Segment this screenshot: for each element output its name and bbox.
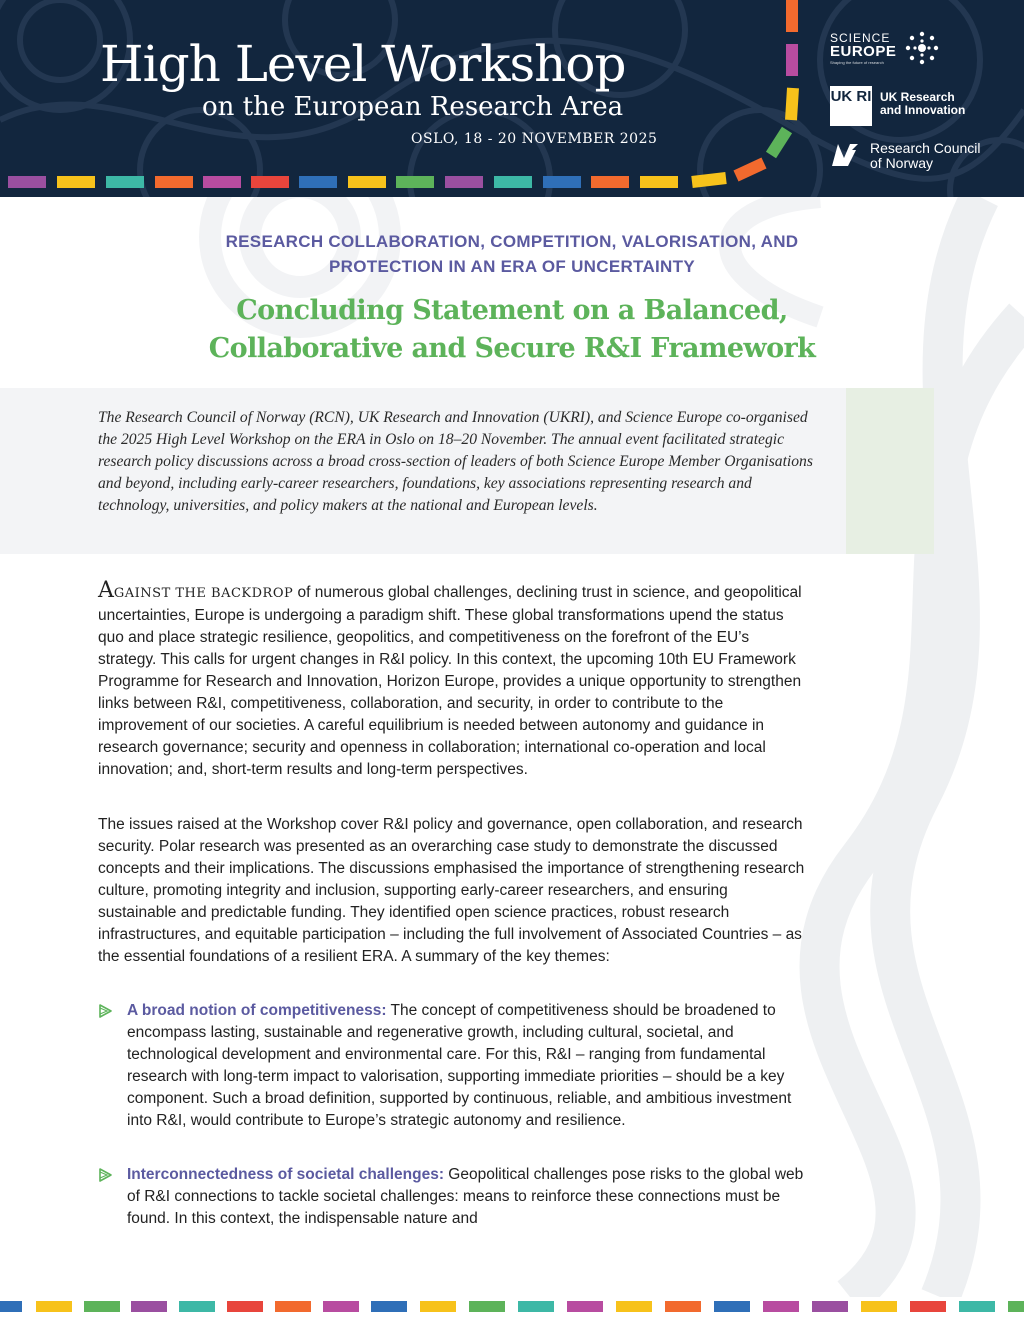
rcn-name-line2: of Norway bbox=[870, 155, 934, 171]
rcn-name bbox=[870, 141, 981, 171]
section-kicker-line1: RESEARCH COLLABORATION, COMPETITION, VALORISATION, AND bbox=[225, 232, 799, 251]
drop-cap: A bbox=[98, 578, 114, 603]
body-paragraph-1-text: of numerous global challenges, declining trust in science, and geopolitical uncertainties, Europe is undergoing a paradigm shift. These global transformations upend the status quo and place strategic resilience, geopolitics, and competitiveness on the forefront of the EU’s strategy. This calls for urgent changes in R&I policy. In this context, the upcoming 10th EU Framework Programme for Research and Innovation, Horizon Europe, provides a unique opportunity to strengthen links between R&I, competitiveness, collaboration, and security, in order to contribute to the improvement of our societies. A careful equilibrium is needed between autonomy and guidance in research governance; security and openness in collaboration; international co-operation and local innovation; and, short-term results and long-term perspectives. bbox=[98, 584, 802, 778]
theme-bullet-title: A broad notion of competitiveness: bbox=[127, 1002, 387, 1019]
ukri-name-line1: UK Research bbox=[880, 90, 955, 104]
arrow-bullet-icon bbox=[98, 1167, 114, 1183]
science-europe-logo bbox=[830, 32, 896, 65]
theme-bullet-description: Geopolitical challenges pose risks to the global web of R&I connections to tackle societal challenges: means to reinforce these connections must be found. In this context, the indispensable nature and bbox=[127, 1166, 804, 1227]
page-title: High Level Workshop bbox=[100, 35, 626, 93]
science-europe-star-icon bbox=[904, 30, 940, 66]
section-kicker bbox=[0, 229, 1024, 279]
statement-heading-line1: Concluding Statement on a Balanced, bbox=[236, 295, 788, 326]
rcn-symbol-icon bbox=[830, 142, 860, 168]
ukri-mark: UK RI bbox=[830, 86, 872, 126]
ukri-name-line2: and Innovation bbox=[880, 103, 966, 117]
small-caps-lead: GAINST THE BACKDROP bbox=[113, 586, 294, 601]
page-subtitle: on the European Research Area bbox=[202, 92, 624, 122]
theme-bullet-description: The concept of competitiveness should be broadened to encompass lasting, sustainable and regenerative growth, including cultural, societal, and technological development and environmental care. For this, R&I – ranging from fundamental research with long-term impact to valorisation, supporting immediate priorities – should be a key component. Such a broad definition, supported by continuous, reliable, and ambitious investment into R&I, would contribute to Europe’s strategic autonomy and resilience. bbox=[127, 1002, 792, 1129]
science-europe-logo-line2: EUROPE bbox=[830, 43, 897, 60]
ukri-logo bbox=[830, 86, 966, 126]
event-dateline: OSLO, 18 - 20 NOVEMBER 2025 bbox=[411, 131, 658, 147]
intro-paragraph: The Research Council of Norway (RCN), UK Research and Innovation (UKRI), and Science Europe co-organised the 2025 High Level Workshop on the ERA in Oslo on 18–20 November. The annual event facilitated strategic research policy discussions across a broad cross-section of leaders of both Science Europe Member Organisations and beyond, including early-career researchers, foundations, key associations representing research and technology, universities, and policy makers at the national and European levels. bbox=[98, 409, 813, 514]
footer-color-track-decoration bbox=[0, 1300, 1024, 1314]
theme-bullet bbox=[98, 1164, 810, 1230]
ukri-name bbox=[880, 91, 965, 117]
statement-heading-line2: Collaborative and Secure R&I Framework bbox=[208, 333, 816, 364]
intro-box-accent bbox=[846, 388, 934, 554]
arrow-bullet-icon bbox=[98, 1003, 114, 1019]
theme-bullet-title: Interconnectedness of societal challenges: bbox=[127, 1166, 444, 1183]
theme-bullet-text bbox=[127, 1164, 810, 1230]
science-europe-logo-line1: SCIENCE bbox=[830, 31, 891, 45]
body-paragraph-1 bbox=[98, 580, 810, 781]
body-paragraph-2: The issues raised at the Workshop cover R&I policy and governance, open collaboration, and research security. Polar research was presented as an overarching case study to demonstrate the discussed concepts and their implications. The discussions emphasised the importance of strengthening research culture, promoting integrity and inclusion, supporting early-career researchers, and ensuring sustainable and predictable funding. They identified open science practices, robust research infrastructures, and equitable participation – including the full involvement of Associated Countries – as the essential foundations of a resilient ERA. A summary of the key themes: bbox=[98, 816, 805, 965]
header-banner bbox=[0, 0, 1024, 197]
theme-bullet-text bbox=[127, 1000, 810, 1132]
rcn-name-line1: Research Council bbox=[870, 140, 981, 156]
science-europe-tagline: Shaping the future of research bbox=[830, 60, 884, 65]
section-kicker-line2: PROTECTION IN AN ERA OF UNCERTAINTY bbox=[329, 257, 695, 276]
theme-bullet bbox=[98, 1000, 810, 1132]
statement-heading bbox=[0, 292, 1024, 368]
